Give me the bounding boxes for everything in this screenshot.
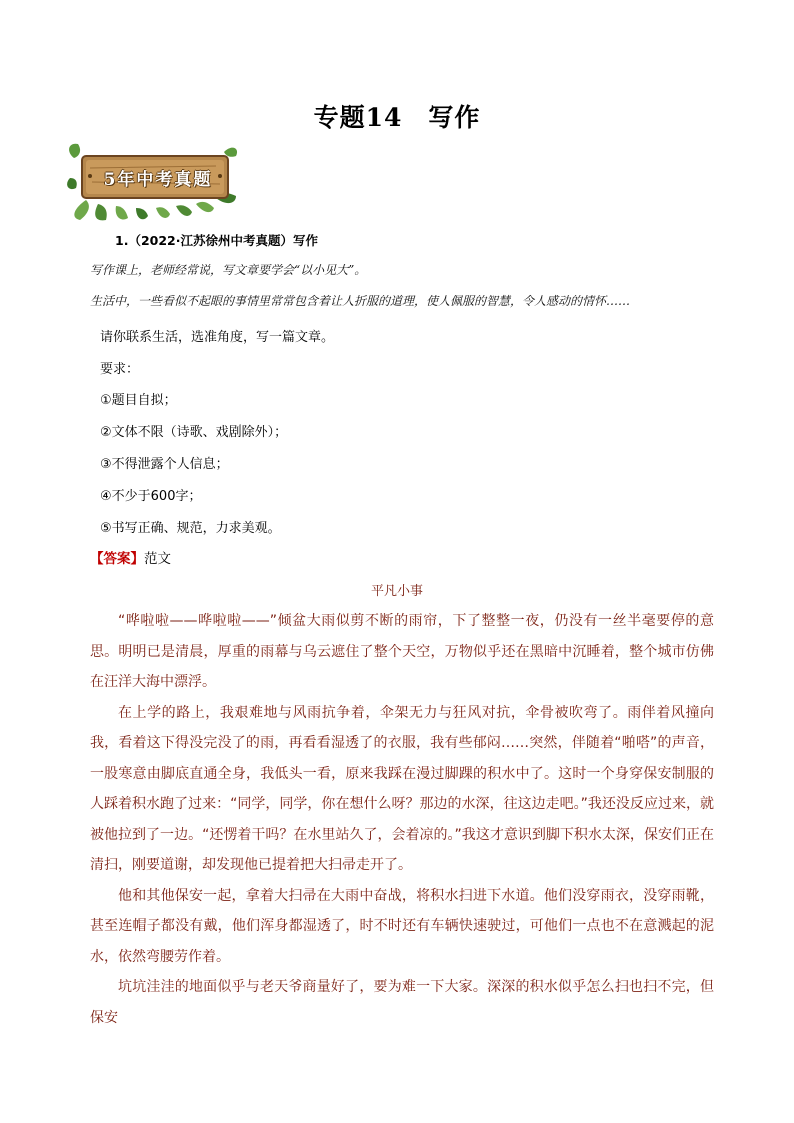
- essay-paragraph: 在上学的路上，我艰难地与风雨抗争着，伞架无力与狂风对抗，伞骨被吹弯了。雨伴着风撞向我，看着这下得没完没了的雨，再看看湿透了的衣服，我有些郁闷……突然，伴随着“啪嗒”的声音，一股寒意由脚底直通全身，我低头一看，原来我踩在漫过脚踝的积水中了。这时一个身穿保安制服的人踩着积水跑了过来：“同学，同学，你在想什么呀？那边的水深，往这边走吧。”我还没反应过来，就被他拉到了一边。“还愣着干吗？在水里站久了，会着凉的。”我这才意识到脚下积水太深，保安们正在清扫，刚要道谢，却发现他已提着把大扫帚走开了。: [90, 704, 714, 873]
- requirement-item: ④不少于600字；: [100, 489, 202, 504]
- essay-paragraph: “哗啦啦——哗啦啦——”倾盆大雨似剪不断的雨帘，下了整整一夜，仍没有一丝半毫要停的意思。明明已是清晨，厚重的雨幕与乌云遮住了整个天空，万物似乎还在黑暗中沉睡着，整个城市仿佛在汪洋大海中漂浮。: [90, 613, 714, 690]
- requirement-item: ⑤书写正确、规范，力求美观。: [100, 521, 281, 536]
- essay-paragraph: 他和其他保安一起，拿着大扫帚在大雨中奋战，将积水扫进下水道。他们没穿雨衣，没穿雨靴，甚至连帽子都没有戴，他们浑身都湿透了，时不时还有车辆快速驶过，可他们一点也不在意溅起的泥水，依然弯腰劳作着。: [90, 887, 714, 965]
- banner-label: 5年中考真题: [103, 170, 213, 190]
- essay-paragraph: 坑坑洼洼的地面似乎与老天爷商量好了，要为难一下大家。深深的积水似乎怎么扫也扫不完，但保安: [90, 979, 714, 1026]
- exam-banner: [66, 138, 242, 222]
- requirements-title: 要求：: [100, 362, 140, 377]
- essay-body: [90, 606, 714, 1033]
- prompt-line: 写作课上，老师经常说，写文章要学会“以小见大”。: [90, 263, 367, 277]
- requirement-item: ②文体不限（诗歌、戏剧除外）；: [100, 425, 288, 440]
- answer-line: [90, 547, 171, 567]
- requirement-item: ③不得泄露个人信息；: [100, 457, 229, 472]
- page-title: 专题14 写作: [313, 103, 481, 132]
- requirement-item: ①题目自拟；: [100, 393, 177, 408]
- instruction-text: 请你联系生活，选准角度，写一篇文章。: [100, 330, 335, 345]
- answer-tag: 【答案】: [90, 551, 144, 567]
- question-heading: 1.（2022·江苏徐州中考真题）写作: [115, 233, 318, 248]
- essay-title: 平凡小事: [370, 584, 423, 599]
- prompt-line: 生活中，一些看似不起眼的事情里常常包含着让人折服的道理，使人佩服的智慧，令人感动的情怀……: [90, 294, 631, 308]
- answer-label: 范文: [144, 551, 171, 567]
